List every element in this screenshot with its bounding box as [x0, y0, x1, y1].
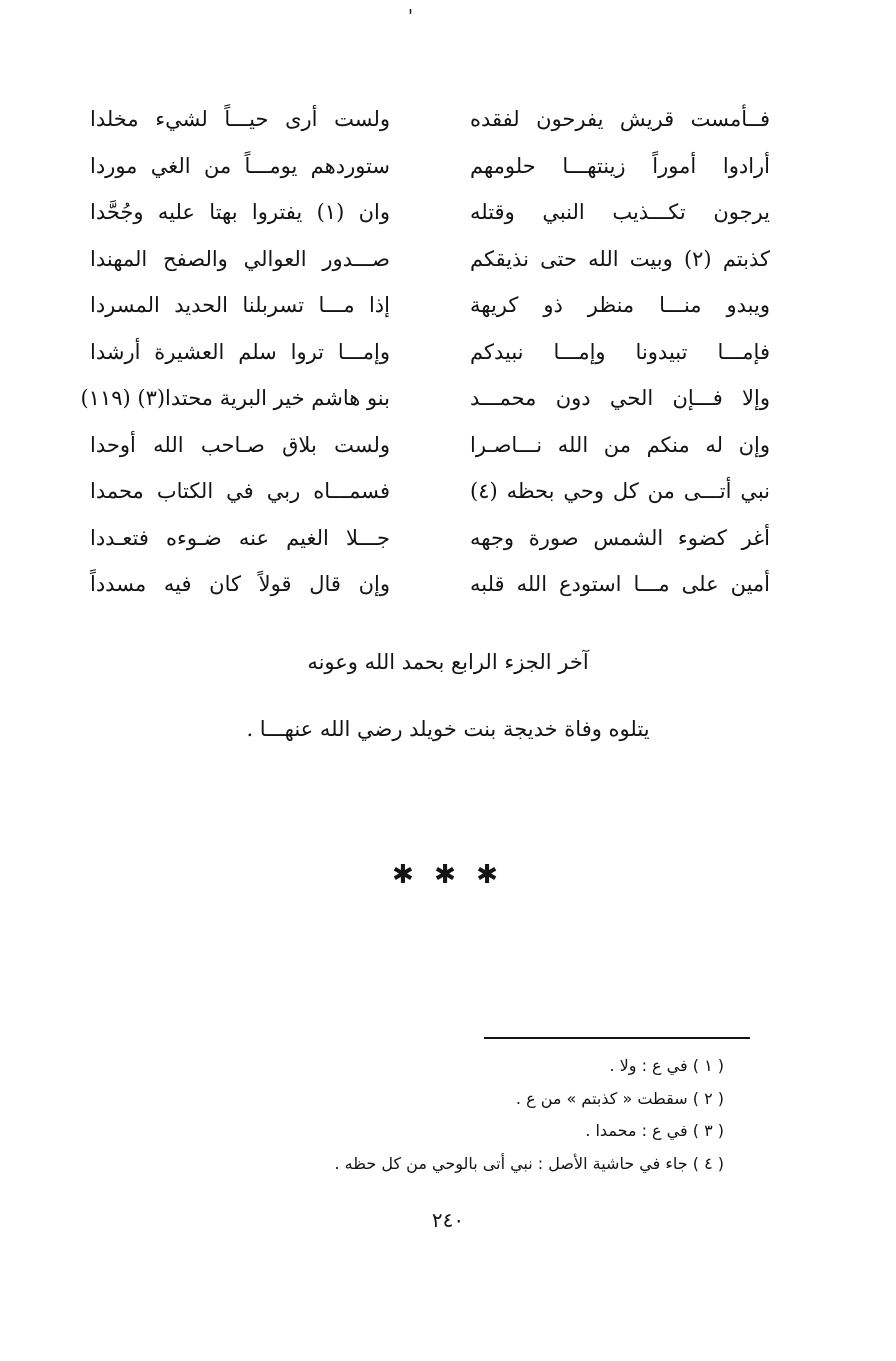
hemistich-right-4: كذبتم (٢) وبيت الله حتى نذيقكم — [470, 246, 770, 271]
hemistich-left-9: فسمـــاه ربي في الكتاب محمدا — [90, 479, 390, 503]
hemistich-left-10: جـــلا الغيم عنه ضـوءه فتعـددا — [90, 525, 390, 550]
footnote-4: ( ٤ ) جاء في حاشية الأصل : نبي أتى بالوحي من كل حظه . — [334, 1153, 724, 1173]
hemistich-right-3: يرجون تكـــذيب النبي وقتله — [470, 200, 770, 224]
hemistich-left-3: وان (١) يفتروا بهتا عليه وجُحَّدا — [90, 200, 391, 224]
asterism-separator: ✱ ✱ ✱ — [392, 860, 504, 890]
hemistich-left-2: ستوردهم يومـــاً من الغي موردا — [90, 153, 390, 178]
hemistich-right-11: أمين على مـــا استودع الله قلبه — [470, 572, 770, 596]
hemistich-right-2: أرادوا أموراً زينتهـــا حلومهم — [470, 153, 770, 178]
footnote-3: ( ٣ ) في ع : محمدا . — [585, 1121, 724, 1140]
footnote-divider — [484, 1037, 750, 1039]
hemistich-left-5: إذا مـــا تسربلنا الحديد المسردا — [90, 293, 390, 317]
hemistich-left-6: وإمـــا تروا سلم العشيرة أرشدا — [90, 339, 390, 364]
hemistich-right-1: فــأمست قريش يفرحون لفقده — [470, 107, 770, 131]
hemistich-right-6: فإمـــا تبيدونا وإمـــا نبيدكم — [470, 339, 770, 364]
poem-left-column — [80, 96, 391, 608]
hemistich-left-1: ولست أرى حيـــاً لشيء مخلدا — [90, 107, 390, 131]
hemistich-left-4: صـــدور العوالي والصفح المهندا — [90, 246, 390, 271]
footnote-2: ( ٢ ) سقطت « كذبتم » من ع . — [515, 1088, 724, 1108]
hemistich-right-5: ويبدو منـــا منظر ذو كريهة — [470, 293, 770, 317]
hemistich-left-7: بنو هاشم خير البرية محتدا(٣) (١١٩) — [80, 386, 390, 410]
footnote-1: ( ١ ) في ع : ولا . — [609, 1056, 724, 1075]
page-number: ٢٤٠ — [431, 1208, 465, 1232]
hemistich-right-10: أغر كضوء الشمس صورة وجهه — [470, 525, 770, 550]
poem-right-column — [470, 96, 770, 608]
top-mark: ' — [408, 6, 413, 27]
hemistich-right-8: وإن له منكم من الله نـــاصـرا — [470, 432, 770, 457]
footnotes — [264, 1050, 724, 1180]
hemistich-left-11: وإن قال قولاً كان فيه مسدداً — [90, 572, 390, 596]
poem — [80, 96, 770, 616]
end-of-part-note: آخر الجزء الرابع بحمد الله وعونه — [307, 650, 589, 674]
hemistich-right-9: نبي أتـــى من كل وحي بحظه (٤) — [470, 479, 770, 503]
next-section-note: يتلوه وفاة خديجة بنت خويلد رضي الله عنهـــا . — [246, 717, 650, 741]
hemistich-right-7: وإلا فـــإن الحي دون محمـــد — [470, 386, 770, 410]
hemistich-left-8: ولست بلاق صـاحب الله أوحدا — [90, 432, 390, 457]
